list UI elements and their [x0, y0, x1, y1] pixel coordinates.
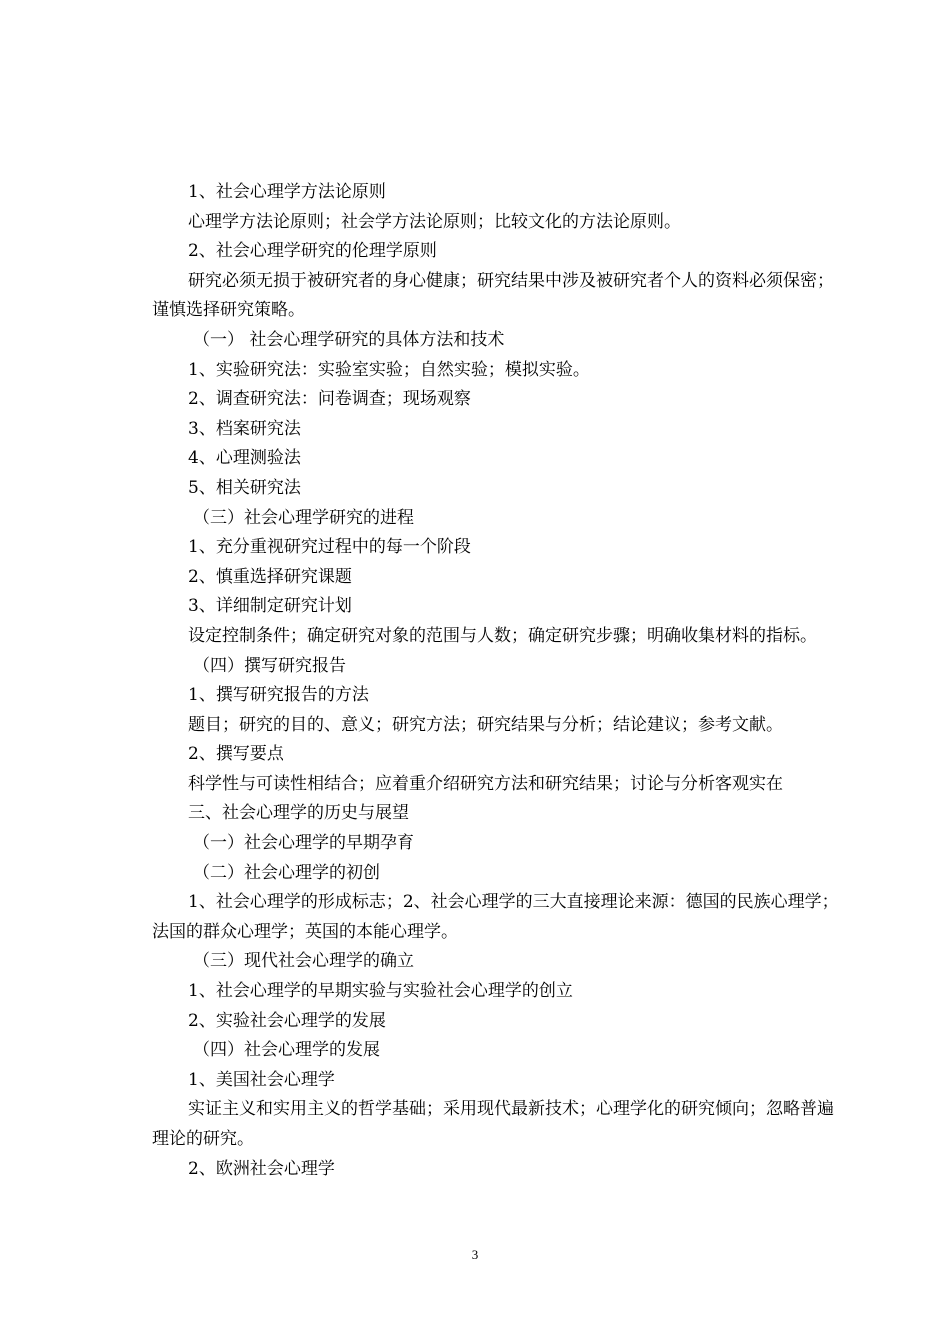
list-item-archive: 3、档案研究法: [188, 418, 301, 439]
list-item-early-experiments: 1、社会心理学的早期实验与实验社会心理学的创立: [188, 981, 573, 1002]
section-heading-report: （四）撰写研究报告: [193, 655, 346, 676]
paragraph-methodology-principles: 心理学方法论原则；社会学方法论原则；比较文化的方法论原则。: [188, 211, 681, 232]
paragraph-plan-details: 设定控制条件；确定研究对象的范围与人数；确定研究步骤；明确收集材料的指标。: [188, 625, 817, 646]
heading-ethics-principles: 2、社会心理学研究的伦理学原则: [188, 241, 437, 262]
list-item-report-method: 1、撰写研究报告的方法: [188, 685, 369, 706]
page-number: 3: [471, 1247, 479, 1262]
list-item-experimental-development: 2、实验社会心理学的发展: [188, 1010, 386, 1031]
section-heading-methods: （一） 社会心理学研究的具体方法和技术: [193, 329, 505, 350]
list-item-topic: 2、慎重选择研究课题: [188, 566, 352, 587]
list-item-correlation: 5、相关研究法: [188, 477, 301, 498]
paragraph-ethics-principles: 研究必须无损于被研究者的身心健康；研究结果中涉及被研究者个人的资料必须保密；谨慎选择研究策略。: [152, 270, 834, 321]
list-item-survey: 2、调查研究法：问卷调查；现场观察: [188, 389, 471, 410]
list-item-experiment: 1、实验研究法：实验室实验；自然实验；模拟实验。: [188, 359, 590, 380]
paragraph-founding-sources: 1、社会心理学的形成标志；2、社会心理学的三大直接理论来源：德国的民族心理学；法国的群众心理学；英国的本能心理学。: [152, 892, 839, 942]
list-item-stages: 1、充分重视研究过程中的每一个阶段: [188, 537, 471, 558]
list-item-american: 1、美国社会心理学: [188, 1069, 335, 1090]
heading-methodology-principles: 1、社会心理学方法论原则: [188, 182, 386, 202]
section-heading-modern: （三）现代社会心理学的确立: [193, 951, 414, 972]
list-item-test: 4、心理测验法: [188, 448, 301, 469]
list-item-european: 2、欧洲社会心理学: [188, 1158, 335, 1179]
section-heading-founding: （二）社会心理学的初创: [193, 862, 380, 883]
document-body: [152, 178, 842, 1184]
paragraph-writing-points: 科学性与可读性相结合；应着重介绍研究方法和研究结果；讨论与分析客观实在: [188, 773, 783, 794]
chapter-heading-history: 三、社会心理学的历史与展望: [188, 803, 409, 824]
section-heading-process: （三）社会心理学研究的进程: [193, 507, 414, 528]
paragraph-american: 实证主义和实用主义的哲学基础；采用现代最新技术；心理学化的研究倾向；忽略普遍理论的研究。: [152, 1099, 834, 1149]
list-item-plan: 3、详细制定研究计划: [188, 596, 352, 617]
section-heading-early: （一）社会心理学的早期孕育: [193, 833, 414, 854]
paragraph-report-structure: 题目；研究的目的、意义；研究方法；研究结果与分析；结论建议；参考文献。: [188, 714, 783, 735]
list-item-writing-points: 2、撰写要点: [188, 744, 284, 765]
section-heading-development: （四）社会心理学的发展: [193, 1040, 380, 1061]
